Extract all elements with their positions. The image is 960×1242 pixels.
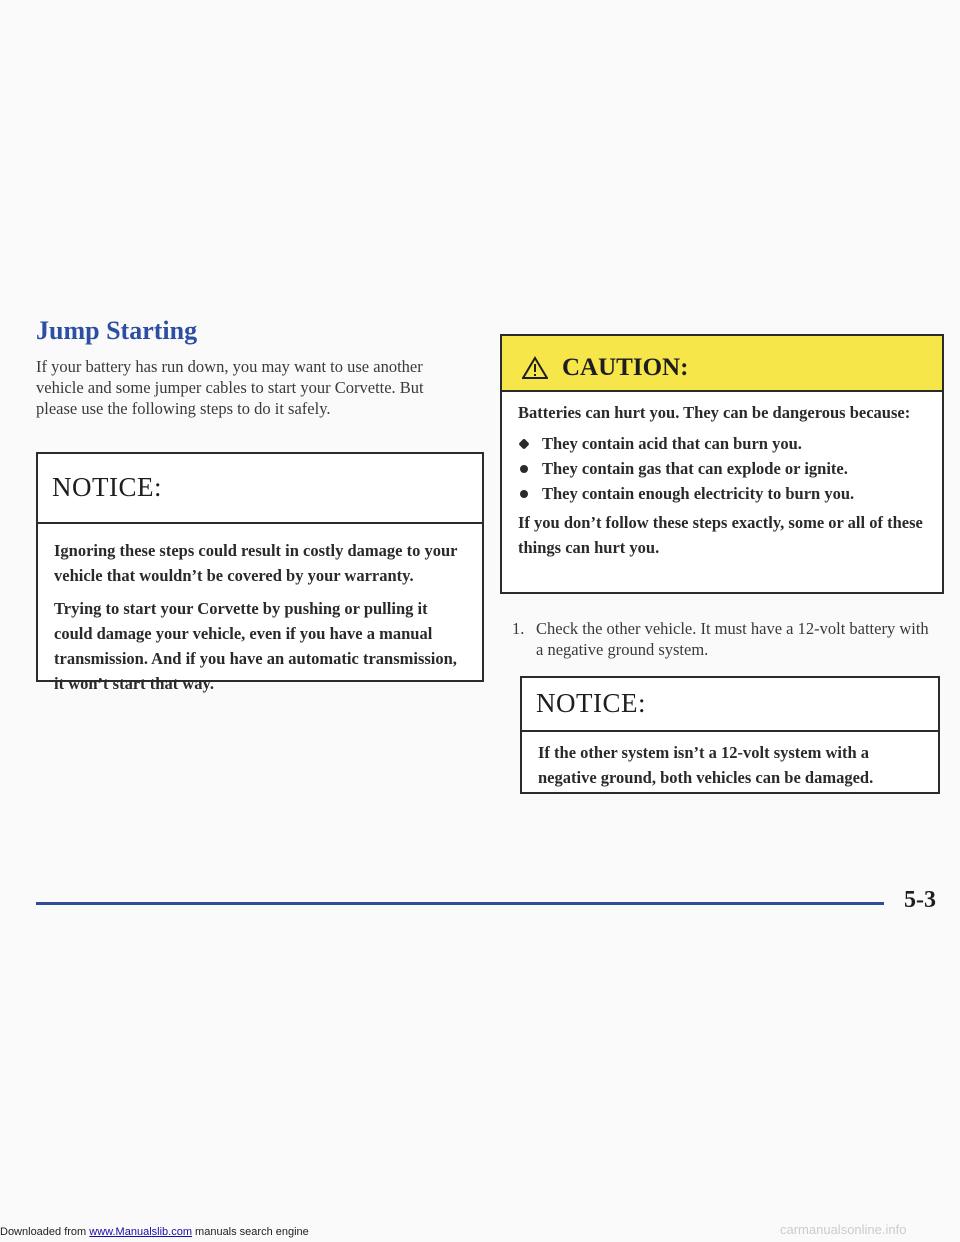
footer-rule: [36, 902, 884, 905]
notice-box-damage: [36, 452, 484, 693]
step-text: Check the other vehicle. It must have a 12-volt battery with a negative ground system.: [536, 619, 929, 659]
bullet-icon: [520, 465, 528, 473]
bullet-icon: [520, 490, 528, 498]
caution-heading: CAUTION:: [562, 354, 689, 381]
list-item: [518, 431, 926, 456]
caution-box: [500, 334, 944, 594]
list-item: [518, 456, 926, 481]
caution-body: [502, 392, 942, 574]
download-prefix: Downloaded from: [0, 1226, 87, 1238]
notice-heading: NOTICE:: [38, 454, 482, 524]
caution-header: [502, 336, 942, 392]
bullet-icon: [518, 438, 529, 449]
notice-box-voltage: [520, 676, 940, 794]
notice-paragraph: If the other system isn’t a 12-volt system with a negative ground, both vehicles can be damaged.: [538, 743, 874, 787]
notice-heading: NOTICE:: [522, 678, 938, 732]
manualslib-link[interactable]: www.Manualslib.com: [89, 1226, 192, 1238]
notice-paragraph: Trying to start your Corvette by pushing or pulling it could damage your vehicle, even if you have a manual transmission. And if you have an automatic transmission, it won’t start that way.: [54, 599, 457, 693]
notice-paragraph: Ignoring these steps could result in costly damage to your vehicle that wouldn’t be covered by your warranty.: [54, 541, 458, 585]
notice-body: [522, 732, 938, 810]
section-title: Jump Starting: [36, 316, 198, 345]
step-number: 1.: [512, 619, 525, 638]
watermark: carmanualsonline.info: [780, 1222, 907, 1237]
download-suffix: manuals search engine: [195, 1226, 309, 1238]
caution-intro: Batteries can hurt you. They can be dangerous because:: [518, 403, 911, 422]
step-1: [512, 618, 932, 660]
bullet-text: They contain acid that can burn you.: [542, 434, 802, 453]
warning-triangle-icon: [522, 356, 548, 380]
intro-paragraph: If your battery has run down, you may want to use another vehicle and some jumper cables to start your Corvette. But please use the following steps to do it safely.: [36, 357, 424, 418]
list-item: [518, 481, 926, 506]
bullet-text: They contain gas that can explode or ignite.: [542, 459, 848, 478]
caution-bullet-list: [518, 431, 926, 506]
page-number: 5-3: [904, 887, 936, 913]
caution-closing: If you don’t follow these steps exactly, some or all of these things can hurt you.: [518, 513, 923, 557]
download-banner: [0, 1226, 309, 1238]
notice-body: [38, 524, 482, 716]
bullet-text: They contain enough electricity to burn you.: [542, 484, 855, 503]
